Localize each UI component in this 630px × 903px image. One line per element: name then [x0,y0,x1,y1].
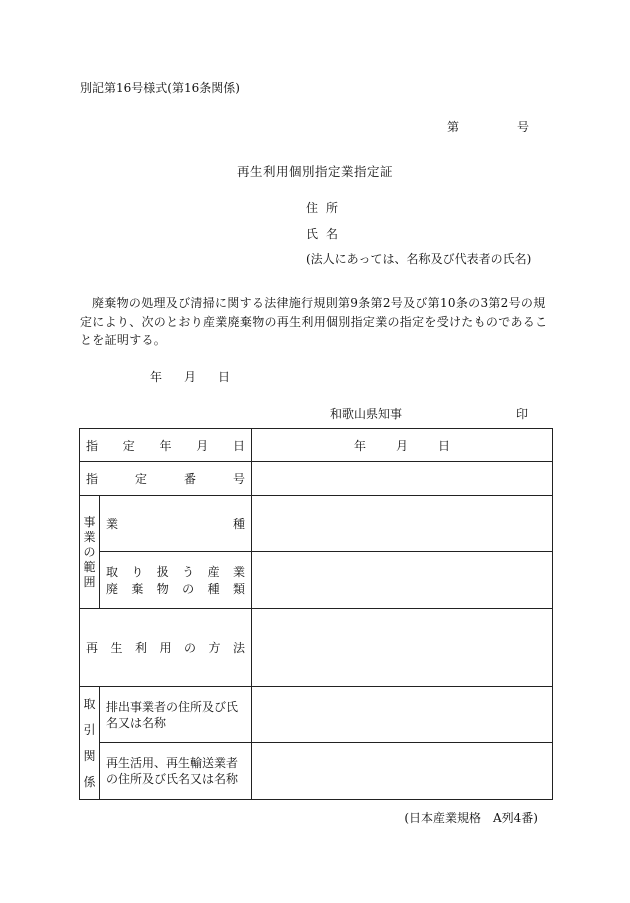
designation-date-value: 年 月 日 [252,429,553,462]
certificate-table [79,428,553,800]
designation-number-label: 指 定 番 号 [80,462,252,496]
waste-type-label: 取 り 扱 う 産 業 廃 棄 物 の 種 類 [100,552,252,609]
transaction-label: 取 引 関 係 [80,687,100,800]
transporter-value [252,743,553,800]
table-row [80,552,553,609]
table-row [80,687,553,743]
page-title: 再生利用個別指定業指定証 [236,164,393,179]
table-row [80,609,553,687]
table-row [80,429,553,462]
industry-label: 業 種 [100,496,252,552]
form-id: 別記第16号様式(第16条関係) [80,81,240,95]
issue-year: 年 [150,370,163,384]
industry-value [252,496,553,552]
recycling-method-value [252,609,553,687]
business-scope-label: 事 業 の 範 囲 [80,496,100,609]
address-label: 住所 [306,201,347,215]
standard-footnote: (日本産業規格 A列4番) [404,811,538,825]
number-suffix: 号 [517,120,530,134]
certification-text: 廃棄物の処理及び清掃に関する法律施行規則第9条第2号及び第10条の3第2号の規定により、次のとおり産業廃棄物の再生利用個別指定業の指定を受けたものであることを証明する。 [80,296,548,347]
waste-type-value [252,552,553,609]
issue-date [150,368,230,385]
designation-date-label: 指 定 年 月 日 [80,429,252,462]
discharger-value [252,687,553,743]
issue-month: 月 [184,370,197,384]
table-row [80,462,553,496]
recycling-method-label: 再 生 利 用 の 方 法 [80,609,252,687]
corporation-note: (法人にあっては、名称及び代表者の氏名) [306,252,532,266]
table-row [80,743,553,800]
issuer-name: 和歌山県知事 [330,407,403,421]
issue-day: 日 [218,370,231,384]
discharger-label: 排出事業者の住所及び氏名又は名称 [100,687,252,743]
name-label: 氏名 [306,227,347,241]
seal-mark: 印 [516,407,529,421]
transporter-label: 再生活用、再生輸送業者の住所及び氏名又は名称 [100,743,252,800]
designation-number-value [252,462,553,496]
certificate-number-line [447,118,529,135]
number-prefix: 第 [447,120,460,134]
table-row [80,496,553,552]
